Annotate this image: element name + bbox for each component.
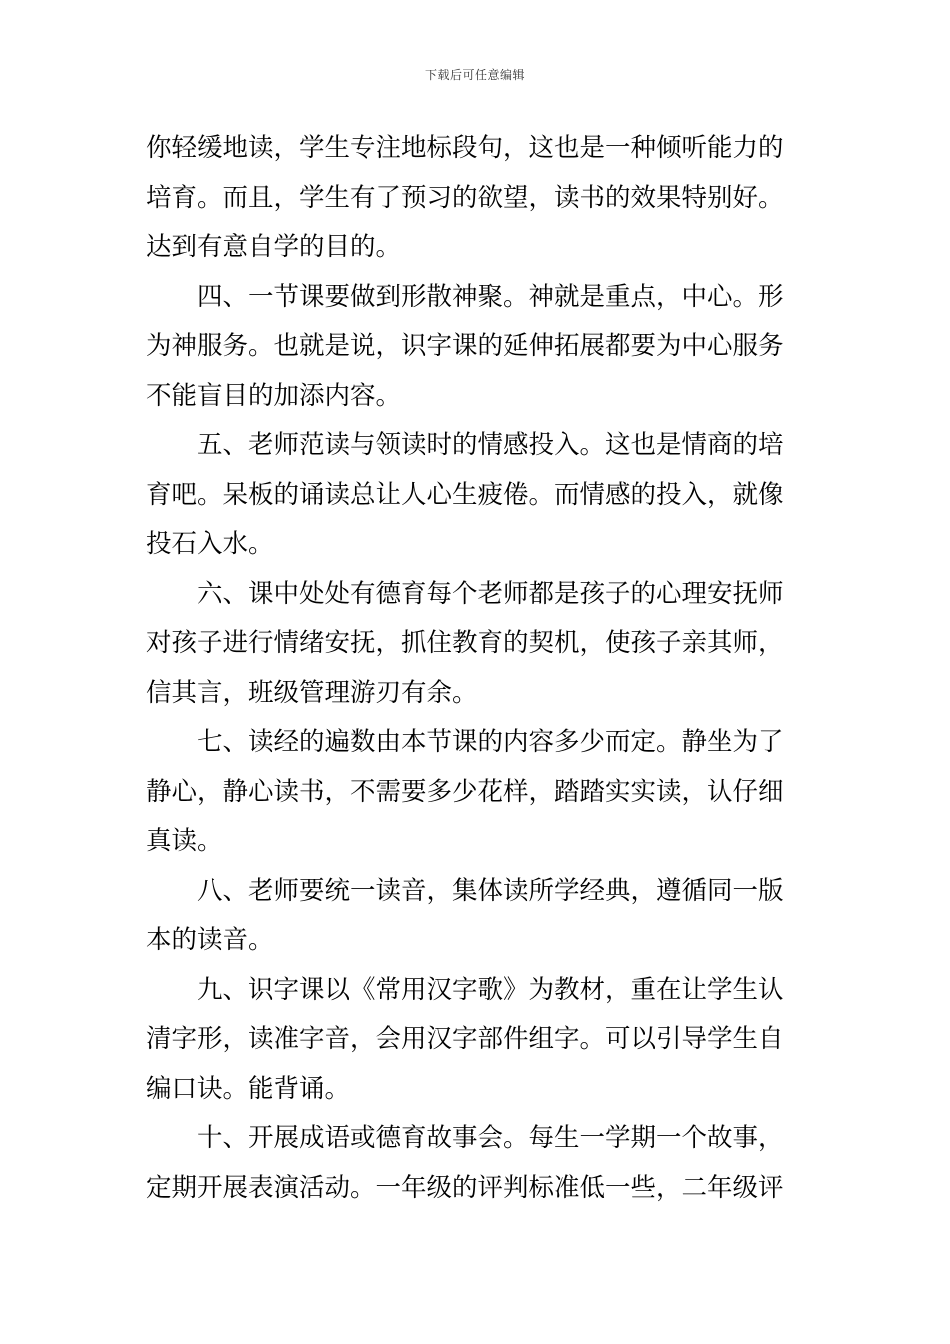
text-line: 投石入水。 [146, 529, 274, 559]
text-line: 编口诀。能背诵。 [146, 1073, 351, 1104]
text-line: 八、老师要统一读音，集体读所学经典，遵循同一版 [146, 875, 784, 906]
text-line: 不能盲目的加添内容。 [146, 380, 402, 411]
text-line: 十、开展成语或德育故事会。每生一学期一个故事， [146, 1123, 784, 1153]
text-line: 五、老师范读与领读时的情感投入。这也是情商的培 [146, 430, 784, 460]
text-line: 四、一节课要做到形散神聚。神就是重点，中心。形 [146, 281, 784, 312]
text-line: 你轻缓地读，学生专注地标段句，这也是一种倾听能力的 [146, 133, 784, 163]
text-line: 为神服务。也就是说，识字课的延伸拓展都要为中心服务 [146, 331, 784, 361]
page-header: 下载后可任意编辑 [424, 68, 525, 82]
text-line: 九、识字课以《常用汉字歌》为教材，重在让学生认 [146, 974, 784, 1005]
text-line: 育吧。呆板的诵读总让人心生疲倦。而情感的投入，就像 [146, 479, 784, 510]
text-line: 本的读音。 [146, 925, 274, 955]
text-line: 静心，静心读书，不需要多少花样，踏踏实实读，认仔细 [146, 776, 784, 807]
text-line: 信其言，班级管理游刃有余。 [146, 677, 478, 708]
text-line: 对孩子进行情绪安抚，抓住教育的契机，使孩子亲其师， [146, 628, 784, 658]
text-line: 清字形，读准字音，会用汉字部件组字。可以引导学生自 [146, 1024, 784, 1054]
text-line: 达到有意自学的目的。 [146, 232, 402, 262]
text-line: 真读。 [146, 826, 223, 856]
text-line: 定期开展表演活动。一年级的评判标准低一些，二年级评 [146, 1172, 784, 1203]
text-line: 六、课中处处有德育每个老师都是孩子的心理安抚师 [146, 578, 784, 609]
text-line: 培育。而且，学生有了预习的欲望，读书的效果特别好。 [146, 182, 784, 213]
text-line: 七、读经的遍数由本节课的内容多少而定。静坐为了 [146, 727, 784, 757]
body-text [146, 124, 812, 1213]
